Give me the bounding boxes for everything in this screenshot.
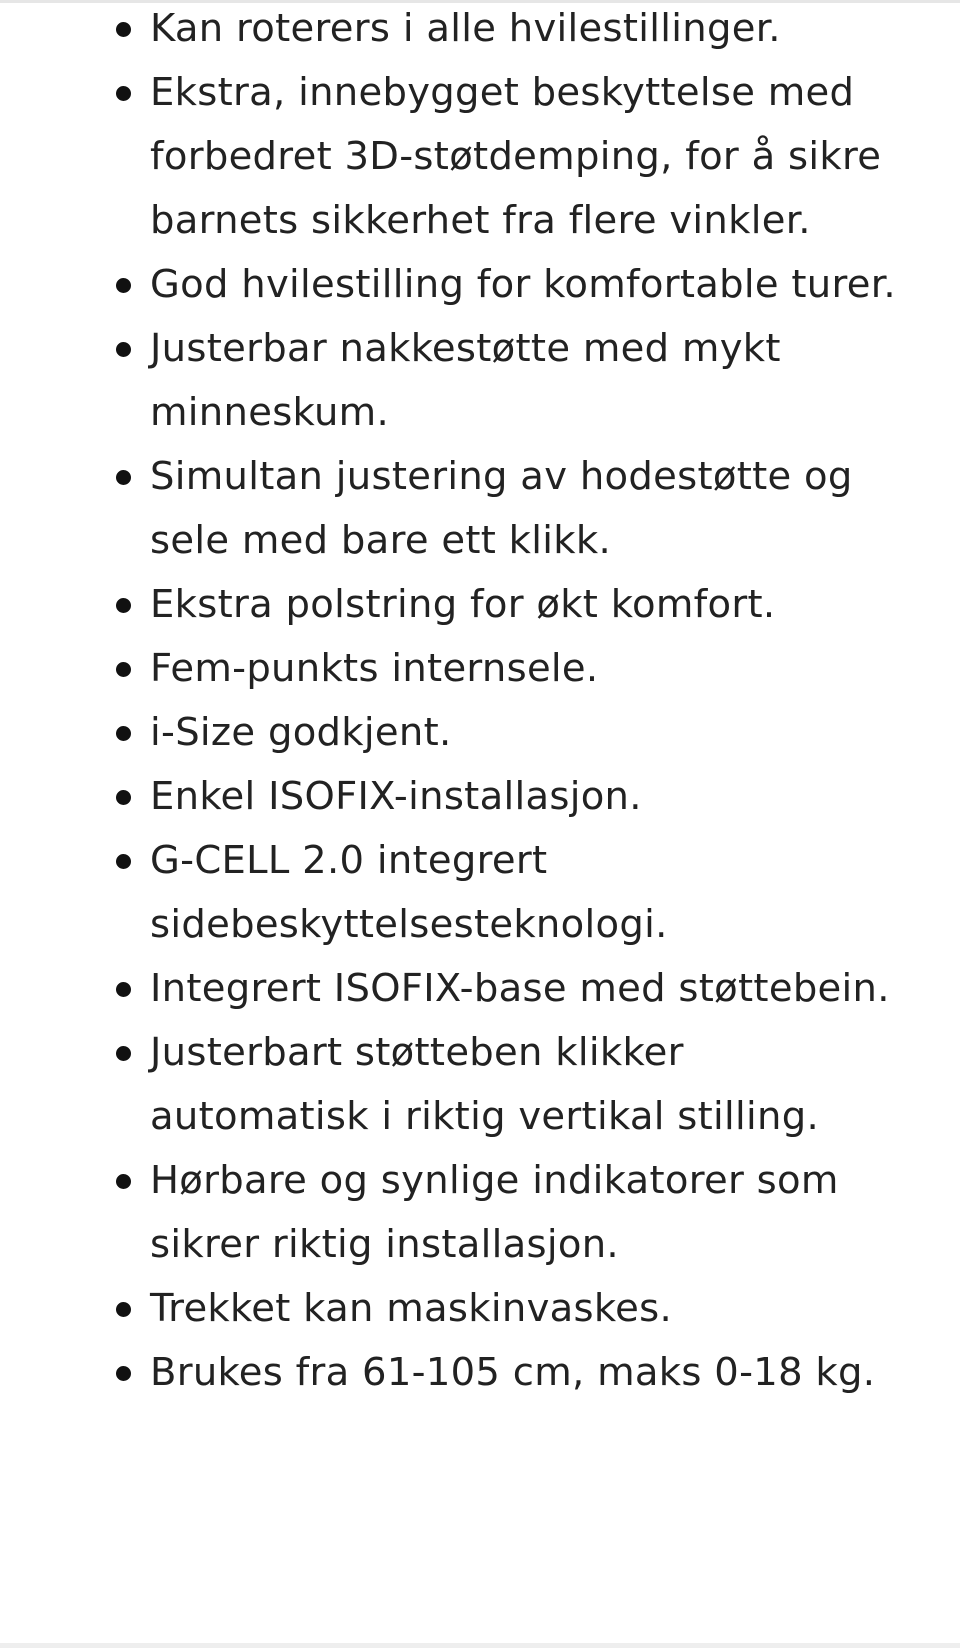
bullet-dot-icon — [116, 598, 131, 613]
list-item-text: Simultan justering av hodestøtte og sele med bare ett klikk. — [150, 454, 853, 563]
list-item-text: Hørbare og synlige indikatorer som sikrer riktig installasjon. — [150, 1158, 839, 1267]
bullet-dot-icon — [116, 790, 131, 805]
list-item-text: Ekstra polstring for økt komfort. — [150, 582, 776, 627]
list-item — [0, 1021, 960, 1149]
list-item — [0, 1149, 960, 1277]
list-item-text: i-Size godkjent. — [150, 710, 452, 755]
bottom-divider — [0, 1643, 960, 1648]
bullet-dot-icon — [116, 1366, 131, 1381]
bullet-dot-icon — [116, 342, 131, 357]
bullet-dot-icon — [116, 854, 131, 869]
bullet-dot-icon — [116, 470, 131, 485]
list-item — [0, 957, 960, 1021]
bullet-dot-icon — [116, 278, 131, 293]
list-item — [0, 573, 960, 637]
list-item-text: Kan roterers i alle hvilestillinger. — [150, 6, 781, 51]
list-item — [0, 765, 960, 829]
list-item-text: Ekstra, innebygget beskyttelse med forbedret 3D-støtdemping, for å sikre barnets sikkerhet fra flere vinkler. — [150, 70, 882, 243]
list-item-text: Fem-punkts internsele. — [150, 646, 599, 691]
bullet-dot-icon — [116, 22, 131, 37]
list-item-text: Justerbart støtteben klikker automatisk i riktig vertikal stilling. — [150, 1030, 820, 1139]
bullet-dot-icon — [116, 1302, 131, 1317]
bullet-dot-icon — [116, 1046, 131, 1061]
list-item-text: Justerbar nakkestøtte med mykt minneskum. — [150, 326, 781, 435]
list-item — [0, 317, 960, 445]
list-item — [0, 1341, 960, 1405]
list-item-text: Enkel ISOFIX-installasjon. — [150, 774, 642, 819]
bullet-dot-icon — [116, 86, 131, 101]
list-item-text: G-CELL 2.0 integrert sidebeskyttelsesteknologi. — [150, 838, 668, 947]
list-item-text: Brukes fra 61-105 cm, maks 0-18 kg. — [150, 1350, 876, 1395]
list-item — [0, 253, 960, 317]
list-item-text: God hvilestilling for komfortable turer. — [150, 262, 896, 307]
list-item — [0, 701, 960, 765]
bullet-dot-icon — [116, 662, 131, 677]
list-item — [0, 0, 960, 61]
list-item-text: Trekket kan maskinvaskes. — [150, 1286, 673, 1331]
list-item — [0, 61, 960, 253]
bullet-dot-icon — [116, 1174, 131, 1189]
list-item — [0, 829, 960, 957]
list-item — [0, 445, 960, 573]
list-item — [0, 637, 960, 701]
bullet-dot-icon — [116, 982, 131, 997]
bullet-dot-icon — [116, 726, 131, 741]
list-item-text: Integrert ISOFIX-base med støttebein. — [150, 966, 890, 1011]
list-item — [0, 1277, 960, 1341]
